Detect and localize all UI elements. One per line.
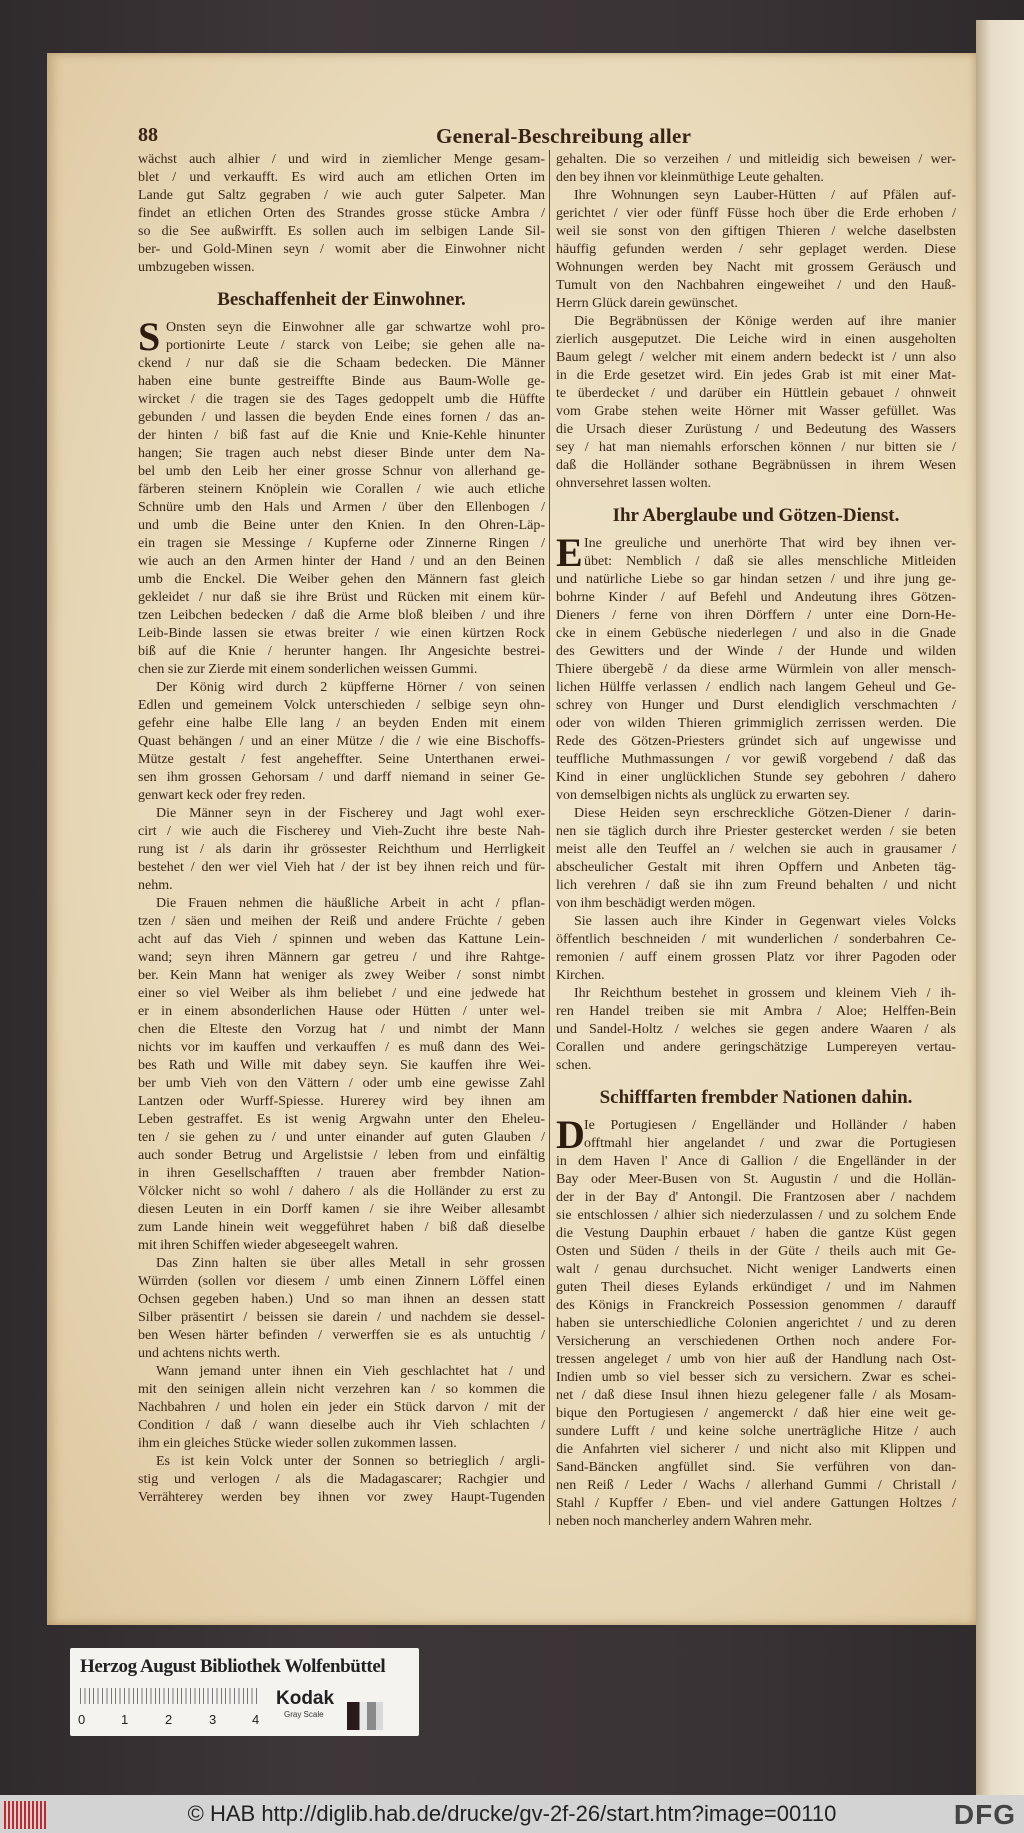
text-line: lich verehren / daß sie ihn zum Freund behalten / und nicht [556,878,956,893]
text-line: sundere Lufft / und keine solche unerträgliche Hitze / auch [556,1424,956,1439]
text-line: Leib-Binde lassen sie etwas breiter / wie einen kürtzen Rock [138,626,545,641]
text-line: bique den Portugiesen / angemerckt / daß hier eine weit ge- [556,1406,956,1421]
text-line: nen Reiß / Leder / Wachs / allerhand Gummi / Christall / [556,1478,956,1493]
text-line: er in einem absonderlichen Hause oder Hütten / unter wel- [138,1004,545,1019]
text-line: die Ursach dieser Zurüstung / und Bedeutung des Wassers [556,422,956,437]
text-line: wircket / die tragen sie des Tages gedoppelt umb die Hüffte [138,392,545,407]
text-line: wächst auch alhier / und wird in ziemlicher Menge gesam- [138,152,545,167]
paragraph [138,895,545,1255]
text-line: gerichtet / vier oder fünff Füsse hoch über die Erde erhoben / [556,206,956,221]
text-line: so die See außwirfft. Es sollen auch im selbigen Lande Sil- [138,224,545,239]
text-line: sen ihm grossen Gehorsam / und darff niemand in seiner Ge- [138,770,545,785]
text-line: Baum gelegt / welcher mit einem andern bedeckt ist / unn also [556,350,956,365]
text-line: gebunden / und lassen die beyden Ende eines fornen / das an- [138,410,545,425]
text-line: zierlich ausgeputzet. Die Leiche wird in einen ausgeholten [556,332,956,347]
paragraph [556,985,956,1075]
text-line: die Vestung Dauphin erbauet / haben die gantze Küst gegen [556,1226,956,1241]
text-line: Leben gestraffet. Es ist wenig Argwahn unter den Eheleu- [138,1112,545,1127]
paragraph [556,535,956,805]
text-line: Ine greuliche und unerhörte That wird bey ihnen ver- [584,536,956,551]
text-line: ein tragen sie Messinge / Kupferne oder Zinnerne Ringen / [138,536,545,551]
text-line: sie entschlossen / alhier sich niederzulassen / und zu solchem Ende [556,1208,956,1223]
text-line: Kirchen. [556,968,605,983]
text-line: Silber präsentirt / beissen sie darein / und nachdem sie dessel- [138,1310,545,1325]
text-line: blet / und verkaufft. Es wird auch am etlichen Orten im [138,170,545,185]
text-line: offtmahl hier angelandet / und zwar die Portugiesen [584,1136,956,1151]
text-line: teuffliche Muthmassungen / vor gewiß vorgebend / daß das [556,752,956,767]
text-line: Wohnungen werden bey Nacht mit grossem Geräusch und [556,260,956,275]
text-line: chen sie zur Zierde mit einem sonderlichen weissen Gummi. [138,662,478,677]
text-line: vom Grabe stehen weite Hörner mit Wasser gefüllet. Was [556,404,956,419]
text-line: einer so viel Weiber als ihm beliebet / und eine jedwede hat [138,986,545,1001]
text-line: Die Begräbnüssen der Könige werden auf ihre manier [574,314,956,329]
text-line: Der König wird durch 2 küpfferne Hörner / von seinen [156,680,545,695]
text-line: tressen angeleget / umb von hier auß der Handlung nach Ost- [556,1352,956,1367]
text-line: Herrn Glück darein gewünschet. [556,296,738,311]
text-line: umbzugeben wissen. [138,260,255,275]
drop-cap: D [556,1117,585,1157]
text-line: bes Rath und Wille mit dabey seyn. Sie kauffen ihre Wei- [138,1058,545,1073]
text-line: gehalten. Die so verzeihen / und mitleidig sich beweisen / wer- [556,152,956,167]
text-line: der hinten / biß fast auf die Knie und Knie-Kehle hinunter [138,428,545,443]
text-line: Würrden (sollen vor diesem / umb einen Zinnern Löffel einen [138,1274,545,1289]
paragraph [556,805,956,913]
gray-scale-swatch [347,1702,383,1730]
paragraph [138,1363,545,1453]
text-line: gekleidet / nur daß sie ihre Brüst und Rücken mit einem kür- [138,590,545,605]
paragraph [556,1117,956,1531]
text-line: den bey ihnen vor kleinmüthige Leute gehalten. [556,170,824,185]
text-line: die Anfahrten viel sicherer / und nicht also mit Klippen und [556,1442,956,1457]
text-line: chen die Elteste den Vorzug hat / und nimbt der Mann [138,1022,545,1037]
text-line: guten Theil dieses Eylands erkündiget / und im Nahmen [556,1280,956,1295]
text-line: öffentlich beschneiden / mit wunderlichen / sonderbahren Ce- [556,932,956,947]
left-column [138,151,545,1507]
text-line: cke in einem Gebüsche niederlegen / und also in die Gnade [556,626,956,641]
text-line: portionirte Leute / starck von Leibe; sie gehen alle na- [166,338,545,353]
text-line: biß auf die Knie / herunter hangen. Ihr Angesichte bestrei- [138,644,545,659]
text-line: Völcker nicht so wohl / dahero / als die Holländer zu erst zu [138,1184,545,1199]
dfg-logo: DFG [953,1799,1016,1830]
running-title: General-Beschreibung aller [436,124,692,148]
text-line: färberen steinern Knöplein wie Corallen / wie auch etliche [138,482,545,497]
footer-bar [0,1795,1024,1833]
text-line: Sie lassen auch ihre Kinder in Gegenwart vieles Volcks [574,914,956,929]
text-line: Nachbahren / und holen ein jeder ein Stück darvon / mit der [138,1400,545,1415]
paragraph [138,805,545,895]
text-line: haben eine bunte gestreiffte Binde aus Baum-Wolle ge- [138,374,545,389]
text-line: net / daß diese Insul ihnen hiezu gelegener falle / als Mosam- [556,1388,956,1403]
ruler-number: 3 [209,1712,217,1727]
text-line: tzen / säen und meihen der Reiß und andere Früchte / geben [138,914,545,929]
text-line: sey / hat man niemahls erforschen können / nur bitten sie / [556,440,956,455]
text-line: Dieners / ferne von ihren Dörffern / unter eine Dorn-He- [556,608,956,623]
text-line: ber umb Vieh von den Vättern / oder umb eine gewisse Zahl [138,1076,545,1091]
text-line: rung ist / als darin ihr grössester Reichthum und Herrligkeit [138,842,545,857]
text-line: Onsten seyn die Einwohner alle gar schwartze wohl pro- [166,320,545,335]
text-line: ckend / nur daß sie die Schaam bedecken. Die Männer [138,356,545,371]
text-line: Schnüre umb den Hals und Armen / über den Ellenbogen / [138,500,545,515]
text-line: ten / sie gehen zu / und unter einander auf guten Glauben / [138,1130,545,1145]
text-line: schrey von Hunger und Durst elendiglich verschmachten / [556,698,956,713]
text-line: schen. [556,1058,592,1073]
text-line: Stahl / Kupffer / Eben- und viel andere Gattungen Holtzes / [556,1496,956,1511]
text-line: ber- und Gold-Minen seyn / womit aber die Einwohner nicht [138,242,545,257]
text-line: daß die Holländer sothane Begräbnüssen in ihrem Wesen [556,458,956,473]
adjacent-page-edge [976,20,1024,1795]
text-line: ren Handel treiben sie mit Ambra / Aloe; Helffen-Bein [556,1004,956,1019]
text-line: der in der Bay d' Antongil. Die Frantzosen aber / nachdem [556,1190,956,1205]
text-line: lichen Hülffe verlassen / endlich nach langem Geheul und Ge- [556,680,956,695]
text-line: Kind in einer unglücklichen Stunde sey gebohren / dahero [556,770,956,785]
paragraph [138,319,545,679]
text-line: Verrähterey werden bey ihnen vor zwey Haupt-Tugenden [138,1490,545,1505]
text-line: Mütze gestalt / fest angeheffter. Seine Unterthanen erwei- [138,752,545,767]
text-line: cirt / wie auch die Fischerey und Vieh-Zucht ihre beste Nah- [138,824,545,839]
text-line: walt / genau durchsuchet. Nicht weniger Landwerts einen [556,1262,956,1277]
text-line: häuffig gefunden werden / sehr geplaget werden. Diese [556,242,956,257]
text-line: Edlen und gemeinem Volck unterschieden / selbige seyn ohn- [138,698,545,713]
text-line: übet: Nemblich / daß sie alles menschliche Mitleiden [584,554,956,569]
text-line: und Sandel-Holtz / welches sie gegen andere Waaren / als [556,1022,956,1037]
paragraph [556,151,956,187]
text-line: Die Frauen nehmen die häußliche Arbeit in acht / pflan- [156,896,545,911]
text-line: Das Zinn halten sie über alles Metall in sehr grossen [156,1256,545,1271]
text-line: in dem Haven l' Ance di Gallion / die Engelländer in der [556,1154,956,1169]
text-line: diesen Leuten in ein Dorff kamen / sie ihre Weiber allesambt [138,1202,545,1217]
text-line: Condition / daß / wann dieselbe auch ihr Vieh schlachten / [138,1418,545,1433]
text-line: nehm. [138,878,173,893]
drop-cap: S [138,319,161,359]
page-number: 88 [138,124,158,146]
text-line: tzen Leibchen bedecken / daß die Arme bloß bleiben / und ihre [138,608,545,623]
text-line: Osten und Süden / theils in der Güte / theils auch mit Ge- [556,1244,956,1259]
text-line: findet an etlichen Orten des Strandes grosse stücke Ambra / [138,206,545,221]
section-heading: Ihr Aberglaube und Götzen-Dienst. [612,505,900,526]
text-line: in die Erde gesetzet wird. Ein jedes Grab ist mit einer Mat- [556,368,956,383]
paragraph [138,151,545,277]
text-line: abscheulicher Gestalt mit ihren Opffern und Anbeten täg- [556,860,956,875]
text-line: genwart keck oder frey reden. [138,788,306,803]
paragraph [556,313,956,493]
text-line: Versicherung an verschiedenen Orthen noch andere For- [556,1334,956,1349]
text-line: Sand-Bäncken angfüllet sind. Sie verführen von dan- [556,1460,956,1475]
text-line: gefehr eine halbe Elle lang / an beyden Enden mit einem [138,716,545,731]
ruler-number: 2 [165,1712,173,1727]
ruler-number: 4 [252,1712,260,1727]
text-line: oder von wilden Thieren grimmiglich zerrissen werden. Die [556,716,956,731]
text-line: Thiere übergebẽ / da diese arme Würmlein von aller mensch- [556,662,956,677]
paragraph [138,1453,545,1507]
paragraph [138,1255,545,1363]
text-line: meist alle den Teuffel an / welchen sie auch in grausamer / [556,842,956,857]
text-line: Die Männer seyn in der Fischerey und Jagt wohl exer- [156,806,545,821]
text-line: Indien umb so viel besser sich zu versichern. Zwar es schei- [556,1370,956,1385]
ruler-number: 1 [121,1712,129,1727]
text-line: Wann jemand unter ihnen ein Vieh geschlachtet hat / und [156,1364,545,1379]
library-color-card [70,1648,419,1736]
text-line: von demselbigen nichts als unglück zu erwarten sey. [556,788,850,803]
text-line: Lantzen oder Wurff-Spiesse. Hurerey wird bey ihnen am [138,1094,545,1109]
text-line: haben sie unterschiedliche Colonien angerichtet / und zu deren [556,1316,956,1331]
gray-scale-caption: Gray Scale [284,1710,324,1719]
text-line: hangen; Sie tragen auch nebst dieser Binde unter dem Na- [138,446,545,461]
text-line: nichts vor im kauffen und verkauffen / es muß dann des Wei- [138,1040,545,1055]
ruler-number: 0 [78,1712,86,1727]
text-line: des Gewitters und der Winde / der Hunde und wilden [556,644,956,659]
text-line: und umb die Beine unter den Knien. In den Ohren-Läp- [138,518,545,533]
running-header [138,124,956,148]
text-line: ohnversehret lassen wolten. [556,476,712,491]
text-line: acht auf das Vieh / spinnen und weben das Kattune Lein- [138,932,545,947]
text-line: weil sie sonst von den giftigen Thieren / welche daselbsten [556,224,956,239]
text-line: mit den seinigen allein nicht verzehren kan / so kommen die [138,1382,545,1397]
text-line: Corallen und andere geringschätzige Lumpereyen vertau- [556,1040,956,1055]
section-heading: Schifffarten frembder Nationen dahin. [599,1087,913,1108]
text-line: Bay oder Meer-Busen von St. Augustin / und die Hollän- [556,1172,956,1187]
text-line: zum Lande hinein weit weggeführet haben / biß daß dieselbe [138,1220,545,1235]
text-line: umb die Enckel. Die Weiber gehen den Männern fast gleich [138,572,545,587]
text-line: wand; seyn ihren Männern gar getreu / und ihre Rahtge- [138,950,545,965]
text-line: Tumult von den Nachbahren eingeweihet / und den Hauß- [556,278,956,293]
text-line: ihm ein gleiches Stücke wieder sollen zukommen lassen. [138,1436,457,1451]
text-line: und natürliche Liebe so gar hindan setzen / und ihre jung ge- [556,572,956,587]
text-line: Ihre Wohnungen seyn Lauber-Hütten / auf Pfälen auf- [574,188,956,203]
paragraph [556,187,956,313]
paragraph [138,679,545,805]
text-line: nen sie täglich durch ihre Priester gestercket werden / sie beten [556,824,956,839]
text-line: und achtens nichts werth. [138,1346,281,1361]
text-line: Ihr Reichthum bestehet in grossem und kleinem Vieh / ih- [574,986,956,1001]
drop-cap: E [556,535,583,575]
text-line: bel umb den Leib her einer grosse Schnur von allerhand ge- [138,464,545,479]
text-line: neben noch mancherley andern Wahren mehr. [556,1514,812,1529]
text-line: auch sonder Betrug und Argelistsie / leben from und einfältig [138,1148,545,1163]
text-line: te überdecket / und darüber ein Hüttlein gebauet / ohnweit [556,386,956,401]
text-line: ber. Kein Mann hat weniger als zwey Weiber / sonst nimbt [138,968,545,983]
text-line: von ihm beschädigt werden mögen. [556,896,756,911]
text-line: mit ihren Schiffen wieder abgeseegelt wahren. [138,1238,399,1253]
text-line: remonien / auff einem grossen Platz vor ihrer Pagoden oder [556,950,956,965]
text-line: wie auch an den Armen hinter der Hand / und an den Beinen [138,554,545,569]
library-name: Herzog August Bibliothek Wolfenbüttel [80,1656,386,1677]
text-line: bohrne Kinder / auf Befehl und Andeutung ihres Götzen- [556,590,956,605]
footer-credit-link[interactable]: © HAB http://diglib.hab.de/drucke/gv-2f-26/start.htm?image=00110 [187,1801,837,1826]
text-line: Ochsen gegeben haben.) Und so man ihnen an dessen statt [138,1292,545,1307]
text-line: stig und verlogen / als die Madagascarer; Rachgier und [138,1472,545,1487]
text-line: Quast behängen / und an einer Mütze / die / wie eine Bischoffs- [138,734,545,749]
paragraph [556,913,956,985]
right-column [556,151,956,1531]
text-line: Diese Heiden seyn erschreckliche Götzen-Diener / darin- [574,806,956,821]
text-line: Lande gut Saltz gegraben / wie auch guter Salpeter. Man [138,188,545,203]
text-line: in ihren Gesellschafften / trauen aber frembder Nation- [138,1166,545,1181]
text-line: des Königs in Franckreich Possession genommen / darauff [556,1298,956,1313]
text-line: Es ist kein Volck unter der Sonnen so betrieglich / argli- [156,1454,545,1469]
ruler-scale [80,1688,260,1704]
text-line: bestehet / den wer viel Vieh hat / der ist bey ihnen reich und für- [138,860,545,875]
kodak-brand: Kodak [276,1688,335,1709]
text-line: ben Wesen härter befinden / verwerffen sie es als untuchtig / [138,1328,545,1343]
text-line: Ie Portugiesen / Engelländer und Holländer / haben [584,1118,956,1133]
text-line: Rede des Götzen-Priesters gründet sich auf ungewisse und [556,734,956,749]
section-heading: Beschaffenheit der Einwohner. [217,289,466,310]
column-rule [549,150,550,1525]
